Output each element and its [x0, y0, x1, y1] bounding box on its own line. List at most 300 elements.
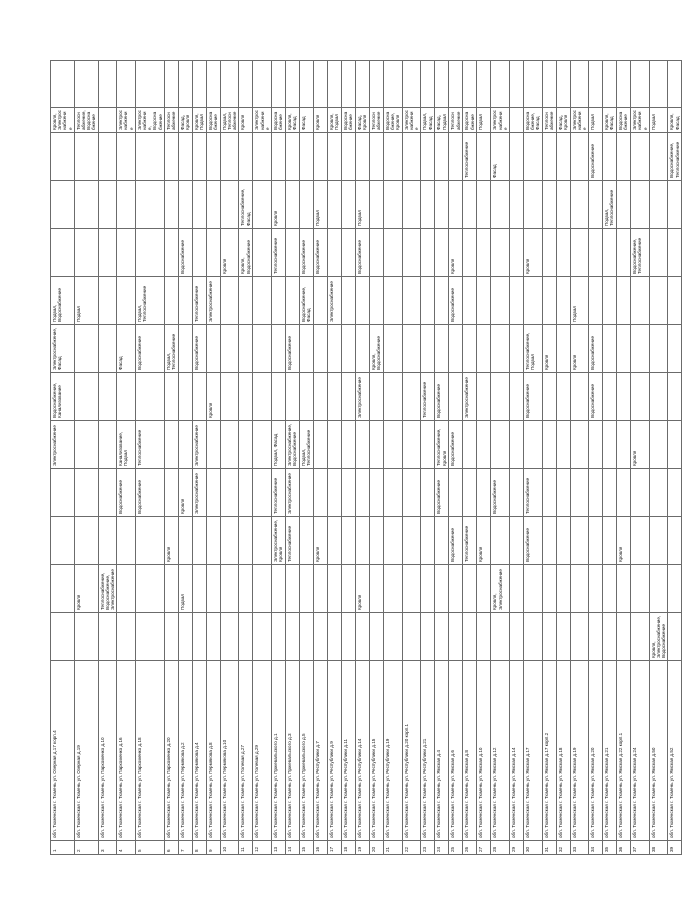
work-cell: Водоснабжение: [589, 325, 603, 373]
work-cell: [384, 469, 403, 517]
work-cell: [253, 469, 272, 517]
work-cell: [668, 613, 682, 661]
table-row: [370, 61, 384, 855]
work-cell: [603, 613, 617, 661]
work-cell: [435, 517, 449, 565]
work-cell: [328, 181, 342, 229]
work-cell: [556, 469, 570, 517]
work-cell: [239, 565, 253, 613]
work-cell: [649, 565, 668, 613]
work-cell: [603, 229, 617, 277]
work-cell: [328, 229, 342, 277]
work-cell: [356, 517, 370, 565]
address-cell: обл. Тюменская г. Тюмень ул. Пархоменко д.20: [164, 661, 178, 841]
work-cell: [477, 229, 491, 277]
work-cell: Электроснабжение: [631, 108, 650, 133]
work-cell: [589, 229, 603, 277]
work-cell: [509, 613, 523, 661]
work-cell: [164, 613, 178, 661]
row-number: 21: [384, 841, 403, 855]
work-cell: [603, 133, 617, 181]
work-cell: [556, 277, 570, 325]
work-cell: [449, 325, 463, 373]
work-cell: [206, 229, 220, 277]
work-cell: [631, 613, 650, 661]
work-cell: [649, 181, 668, 229]
address-cell: обл. Тюменская г. Тюмень ул. Республики д.7: [314, 661, 328, 841]
address-cell: обл. Тюменская г. Тюмень ул. Пархоменко д.18: [135, 661, 164, 841]
work-cell: Фасад, Кровля: [356, 108, 370, 133]
empty-cell: [300, 61, 314, 108]
address-cell: обл. Тюменская г. Тюмень ул. Ямская д.10: [477, 661, 491, 841]
work-cell: Подвал: [589, 108, 603, 133]
work-cell: [402, 469, 421, 517]
row-number: 37: [631, 841, 650, 855]
work-cell: [384, 421, 403, 469]
work-cell: [239, 373, 253, 421]
row-number: 4: [117, 841, 136, 855]
work-cell: [98, 277, 117, 325]
work-cell: [491, 181, 510, 229]
work-cell: [556, 133, 570, 181]
work-cell: Теплоснабжение: [164, 108, 178, 133]
work-cell: Водоснабжение: [589, 373, 603, 421]
work-cell: [542, 133, 556, 181]
work-cell: [239, 613, 253, 661]
address-cell: обл. Тюменская г. Тюмень ул. Ямская д.6: [449, 661, 463, 841]
empty-cell: [239, 61, 253, 108]
work-cell: [421, 469, 435, 517]
rotated-table-sheet: [50, 60, 680, 855]
table-row: [192, 61, 206, 855]
address-cell: обл. Тюменская г. Тюмень ул. Пржевальского д.1: [272, 661, 286, 841]
work-cell: Водоснабжение: [435, 373, 449, 421]
empty-cell: [477, 61, 491, 108]
work-cell: [328, 133, 342, 181]
table-row: [556, 61, 570, 855]
row-number: 33: [570, 841, 589, 855]
table-row: [178, 61, 192, 855]
work-cell: [384, 277, 403, 325]
empty-cell: [74, 61, 98, 108]
work-cell: [668, 325, 682, 373]
work-cell: [206, 421, 220, 469]
row-number: 34: [589, 841, 603, 855]
table-row: [589, 61, 603, 855]
work-cell: [384, 181, 403, 229]
work-cell: [314, 421, 328, 469]
work-cell: [370, 421, 384, 469]
work-cell: [556, 181, 570, 229]
address-cell: обл. Тюменская г. Тюмень ул. Полевая д.29: [253, 661, 272, 841]
work-cell: [51, 565, 75, 613]
address-cell: обл. Тюменская г. Тюмень ул. Республики д.19: [384, 661, 403, 841]
empty-cell: [589, 61, 603, 108]
work-cell: [649, 469, 668, 517]
work-cell: [286, 373, 300, 421]
work-cell: [449, 133, 463, 181]
empty-cell: [117, 61, 136, 108]
work-cell: Водоснабжение, Теплоснабжение: [631, 229, 650, 277]
work-cell: [603, 565, 617, 613]
work-cell: [342, 613, 356, 661]
work-cell: [589, 517, 603, 565]
work-cell: [570, 565, 589, 613]
work-cell: [649, 421, 668, 469]
work-cell: [272, 373, 286, 421]
work-cell: [286, 565, 300, 613]
work-cell: [384, 325, 403, 373]
work-cell: Подвал: [477, 108, 491, 133]
work-cell: Подвал, Теплоснабжение: [603, 181, 617, 229]
work-cell: [74, 181, 98, 229]
table-row: [239, 61, 253, 855]
row-number: 24: [435, 841, 449, 855]
work-cell: Фасад, Кровля: [556, 108, 570, 133]
work-cell: [556, 613, 570, 661]
work-cell: Электроснабжение: [402, 108, 421, 133]
address-cell: обл. Тюменская г. Тюмень ул. Пермякова д.8: [206, 661, 220, 841]
work-cell: Теплоснабжение, Подвал: [523, 325, 542, 373]
work-cell: [402, 133, 421, 181]
row-number: 39: [668, 841, 682, 855]
work-cell: [570, 373, 589, 421]
work-cell: [556, 421, 570, 469]
empty-cell: [631, 61, 650, 108]
empty-cell: [253, 61, 272, 108]
empty-cell: [356, 61, 370, 108]
work-cell: [164, 229, 178, 277]
work-cell: [178, 373, 192, 421]
work-cell: [192, 565, 206, 613]
address-cell: обл. Тюменская г. Тюмень ул. Озерная д.17 корп.4: [51, 661, 75, 841]
address-cell: обл. Тюменская г. Тюмень ул. Ямская д.22 корп.1: [617, 661, 631, 841]
table-row: [328, 61, 342, 855]
work-cell: [449, 181, 463, 229]
work-cell: [356, 325, 370, 373]
work-cell: [192, 613, 206, 661]
work-cell: [421, 277, 435, 325]
work-cell: [649, 517, 668, 565]
work-cell: Электроснабжение: [51, 421, 75, 469]
work-cell: Кровля, Подвал: [192, 108, 206, 133]
address-cell: обл. Тюменская г. Тюмень ул. Полевая д.27: [239, 661, 253, 841]
work-cell: [98, 421, 117, 469]
work-cell: [164, 373, 178, 421]
work-cell: [463, 469, 477, 517]
table-row: [342, 61, 356, 855]
work-cell: Кровля, Электроснабжение, Водоснабжение: [649, 613, 668, 661]
work-cell: [328, 565, 342, 613]
work-cell: [98, 613, 117, 661]
work-cell: [192, 373, 206, 421]
work-cell: [356, 469, 370, 517]
work-cell: [300, 517, 314, 565]
row-number: 5: [135, 841, 164, 855]
work-cell: [74, 133, 98, 181]
work-cell: [192, 229, 206, 277]
work-cell: [421, 613, 435, 661]
work-cell: [449, 613, 463, 661]
work-cell: Теплоснабжение, Кровля: [435, 421, 449, 469]
work-cell: [98, 325, 117, 373]
table-row: [570, 61, 589, 855]
work-cell: [668, 469, 682, 517]
table-row: [402, 61, 421, 855]
work-cell: [542, 277, 556, 325]
work-cell: [435, 613, 449, 661]
address-cell: обл. Тюменская г. Тюмень ул. Республики д.20 корп.1: [402, 661, 421, 841]
table-row: [206, 61, 220, 855]
work-cell: [117, 517, 136, 565]
work-cell: [239, 133, 253, 181]
table-row: [98, 61, 117, 855]
work-cell: [463, 565, 477, 613]
work-cell: [220, 469, 239, 517]
work-cell: [370, 373, 384, 421]
work-cell: [51, 613, 75, 661]
work-cell: Кровля, Электроснабжение: [51, 108, 75, 133]
work-cell: Водоснабжение: [491, 469, 510, 517]
work-cell: [300, 613, 314, 661]
work-cell: [509, 108, 523, 133]
work-cell: [206, 181, 220, 229]
row-number: 7: [178, 841, 192, 855]
work-cell: Кровля: [314, 517, 328, 565]
empty-cell: [135, 61, 164, 108]
work-cell: [509, 325, 523, 373]
work-cell: Теплоснабжение: [542, 108, 556, 133]
work-cell: [300, 373, 314, 421]
work-cell: [617, 373, 631, 421]
work-cell: [649, 133, 668, 181]
work-cell: [603, 517, 617, 565]
table-row: [421, 61, 435, 855]
address-cell: обл. Тюменская г. Тюмень ул. Ямская д.12: [491, 661, 510, 841]
table-row: [74, 61, 98, 855]
address-cell: обл. Тюменская г. Тюмень ул. Республики д.9: [328, 661, 342, 841]
work-cell: [300, 325, 314, 373]
work-cell: [253, 517, 272, 565]
row-number: 30: [523, 841, 542, 855]
work-cell: Подвал, Теплоснабжение: [220, 108, 239, 133]
work-cell: Водоснабжение: [523, 373, 542, 421]
work-cell: Водоснабжение: [617, 108, 631, 133]
work-cell: [220, 133, 239, 181]
work-cell: [477, 469, 491, 517]
work-cell: [178, 181, 192, 229]
work-cell: Подвал: [356, 181, 370, 229]
work-cell: [342, 421, 356, 469]
work-cell: Водоснабжение: [449, 517, 463, 565]
work-cell: [98, 133, 117, 181]
work-cell: Теплоснабжение: [272, 229, 286, 277]
repair-schedule-table: [50, 60, 682, 855]
work-cell: Водоснабжение: [117, 469, 136, 517]
work-cell: [342, 517, 356, 565]
work-cell: [542, 229, 556, 277]
empty-cell: [206, 61, 220, 108]
work-cell: Водоснабжение, Теплоснабжение: [668, 133, 682, 181]
work-cell: Кровля: [449, 229, 463, 277]
work-cell: Электроснабжение: [356, 373, 370, 421]
work-cell: [631, 565, 650, 613]
empty-cell: [178, 61, 192, 108]
work-cell: Водоснабжение: [192, 325, 206, 373]
work-cell: [421, 517, 435, 565]
work-cell: Кровля: [206, 373, 220, 421]
work-cell: [668, 229, 682, 277]
work-cell: [220, 565, 239, 613]
work-cell: [117, 565, 136, 613]
work-cell: [328, 517, 342, 565]
table-row: [314, 61, 328, 855]
work-cell: [617, 181, 631, 229]
work-cell: [192, 517, 206, 565]
work-cell: [300, 181, 314, 229]
address-cell: обл. Тюменская г. Тюмень ул. Ямская д.21: [603, 661, 617, 841]
work-cell: [51, 133, 75, 181]
work-cell: [509, 229, 523, 277]
address-cell: обл. Тюменская г. Тюмень ул. Пермякова д.10: [220, 661, 239, 841]
work-cell: [286, 277, 300, 325]
work-cell: Подвал: [314, 181, 328, 229]
address-cell: обл. Тюменская г. Тюмень ул. Пархоменко д.16: [117, 661, 136, 841]
row-number: 3: [98, 841, 117, 855]
row-number: 17: [328, 841, 342, 855]
table-row: [463, 61, 477, 855]
work-cell: Кровля: [617, 517, 631, 565]
table-row: [164, 61, 178, 855]
table-body: [51, 61, 682, 855]
work-cell: Электроснабжение, Водоснабжение: [286, 421, 300, 469]
work-cell: [206, 325, 220, 373]
work-cell: [603, 469, 617, 517]
work-cell: Подвал, Теплоснабжение: [300, 421, 314, 469]
work-cell: [117, 613, 136, 661]
work-cell: [649, 325, 668, 373]
work-cell: [220, 373, 239, 421]
work-cell: Водоснабжение: [356, 229, 370, 277]
work-cell: [51, 517, 75, 565]
empty-cell: [509, 61, 523, 108]
work-cell: Подвал, Фасад: [272, 421, 286, 469]
empty-cell: [649, 61, 668, 108]
work-cell: [463, 229, 477, 277]
work-cell: Электроснабжение: [570, 108, 589, 133]
address-cell: обл. Тюменская г. Тюмень ул. Ямская д.8: [463, 661, 477, 841]
table-row: [135, 61, 164, 855]
empty-cell: [220, 61, 239, 108]
work-cell: [570, 133, 589, 181]
work-cell: [491, 229, 510, 277]
table-row: [509, 61, 523, 855]
work-cell: [272, 133, 286, 181]
work-cell: [402, 421, 421, 469]
address-cell: обл. Тюменская г. Тюмень ул. Пржевальского д.5: [300, 661, 314, 841]
work-cell: Водоснабжение: [135, 469, 164, 517]
work-cell: [164, 133, 178, 181]
work-cell: [421, 325, 435, 373]
work-cell: [370, 229, 384, 277]
work-cell: [328, 469, 342, 517]
work-cell: Кровля, Фасад: [668, 108, 682, 133]
work-cell: Электроснабжение: [463, 373, 477, 421]
work-cell: Кровля, Электроснабжение: [491, 565, 510, 613]
work-cell: Теплоснабжение: [370, 108, 384, 133]
work-cell: [239, 421, 253, 469]
work-cell: [631, 469, 650, 517]
empty-cell: [449, 61, 463, 108]
work-cell: [649, 277, 668, 325]
work-cell: [421, 181, 435, 229]
work-cell: [135, 613, 164, 661]
address-cell: обл. Тюменская г. Тюмень ул. Ямская д.18: [556, 661, 570, 841]
work-cell: [253, 325, 272, 373]
work-cell: [402, 325, 421, 373]
work-cell: [570, 517, 589, 565]
table-row: [491, 61, 510, 855]
empty-cell: [421, 61, 435, 108]
address-cell: обл. Тюменская г. Тюмень ул. Пермякова д.2: [178, 661, 192, 841]
work-cell: [384, 565, 403, 613]
empty-cell: [164, 61, 178, 108]
work-cell: Водоснабжение: [589, 133, 603, 181]
work-cell: [402, 181, 421, 229]
work-cell: [342, 373, 356, 421]
work-cell: [523, 565, 542, 613]
work-cell: [206, 469, 220, 517]
work-cell: Электроснабжение: [253, 108, 272, 133]
row-number: 25: [449, 841, 463, 855]
work-cell: [435, 565, 449, 613]
work-cell: [556, 373, 570, 421]
work-cell: [421, 229, 435, 277]
work-cell: Подвал: [178, 565, 192, 613]
work-cell: Водоснабжение, Фасад: [523, 108, 542, 133]
work-cell: [135, 229, 164, 277]
work-cell: [402, 613, 421, 661]
row-number: 19: [356, 841, 370, 855]
row-number: 1: [51, 841, 75, 855]
work-cell: [51, 181, 75, 229]
work-cell: [491, 517, 510, 565]
work-cell: [477, 325, 491, 373]
row-number: 29: [509, 841, 523, 855]
work-cell: Кровля: [356, 565, 370, 613]
work-cell: [617, 325, 631, 373]
work-cell: Подвал: [649, 108, 668, 133]
work-cell: [603, 373, 617, 421]
work-cell: [556, 565, 570, 613]
work-cell: Водоснабжение: [435, 469, 449, 517]
work-cell: [164, 469, 178, 517]
work-cell: [384, 373, 403, 421]
work-cell: [239, 469, 253, 517]
work-cell: [570, 181, 589, 229]
work-cell: [435, 229, 449, 277]
address-cell: обл. Тюменская г. Тюмень ул. Ямская д.17 корп.2: [542, 661, 556, 841]
work-cell: [253, 421, 272, 469]
work-cell: [220, 325, 239, 373]
address-cell: обл. Тюменская г. Тюмень ул. Пархоменко д.10: [98, 661, 117, 841]
work-cell: [463, 277, 477, 325]
work-cell: [402, 373, 421, 421]
work-cell: [617, 277, 631, 325]
work-cell: [314, 469, 328, 517]
work-cell: Кровля: [272, 181, 286, 229]
work-cell: [617, 229, 631, 277]
